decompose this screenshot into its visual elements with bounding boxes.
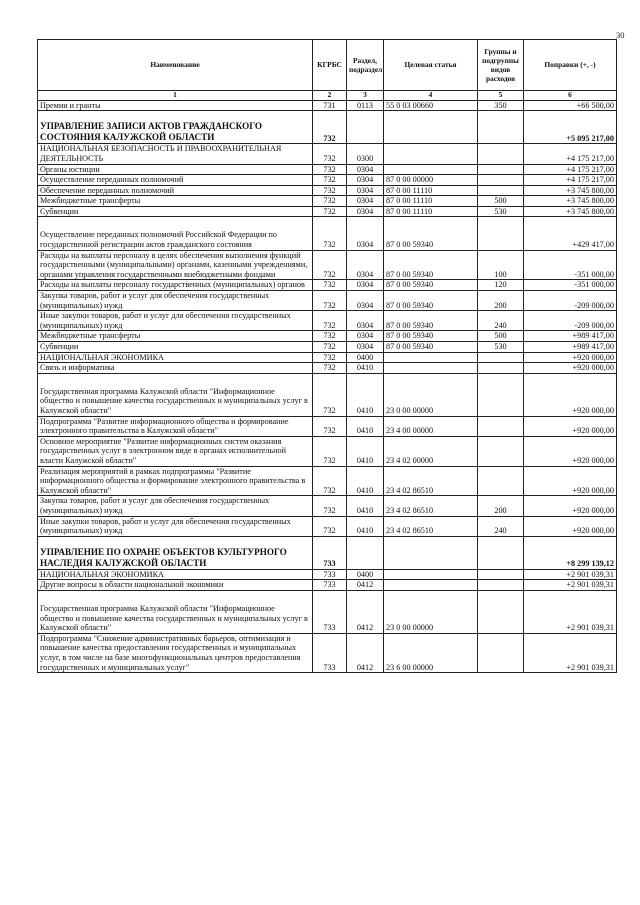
row-name: Межбюджетные трансферты <box>38 196 313 207</box>
row-amend: +920 000,00 <box>524 466 617 496</box>
row-target: 87 0 00 11110 <box>384 196 478 207</box>
table-row <box>38 206 617 217</box>
row-section: 0113 <box>347 100 384 111</box>
table-row <box>38 250 617 280</box>
row-amend: +4 175 217,00 <box>524 164 617 175</box>
row-kgrbs: 732 <box>313 436 347 466</box>
table-row <box>38 569 617 580</box>
table-row <box>38 280 617 291</box>
row-group: 500 <box>478 331 524 342</box>
row-amend: +2 901 039,31 <box>524 590 617 633</box>
table-row <box>38 185 617 196</box>
table-row <box>38 416 617 436</box>
column-number: 1 <box>38 91 313 101</box>
row-amend: +3 745 800,00 <box>524 206 617 217</box>
row-section: 0412 <box>347 580 384 591</box>
row-name: Государственная программа Калужской области "Информационное общество и повышение качества государственных и муниципальных услуг в Калужской области" <box>38 590 313 633</box>
row-section: 0304 <box>347 164 384 175</box>
row-group: 200 <box>478 496 524 516</box>
row-target <box>384 352 478 363</box>
table-body <box>38 100 617 672</box>
row-name: Иные закупки товаров, работ и услуг для обеспечения государственных (муниципальных) нужд <box>38 516 313 536</box>
row-amend: +4 175 217,00 <box>524 175 617 186</box>
row-target <box>384 164 478 175</box>
row-group: 200 <box>478 291 524 311</box>
row-name: НАЦИОНАЛЬНАЯ ЭКОНОМИКА <box>38 569 313 580</box>
row-name: Подпрограмма "Снижение административных барьеров, оптимизация и повышение качества предоставления государственных и муниципальных услуг, в том числе на базе многофункциональных центров предоставления государственных и муниципальных услуг" <box>38 633 313 672</box>
row-name: Иные закупки товаров, работ и услуг для обеспечения государственных (муниципальных) нужд <box>38 311 313 331</box>
row-amend: +429 417,00 <box>524 217 617 250</box>
row-group <box>478 352 524 363</box>
table-row <box>38 144 617 164</box>
column-number: 4 <box>384 91 478 101</box>
row-name: Межбюджетные трансферты <box>38 331 313 342</box>
row-section: 0410 <box>347 516 384 536</box>
header-section: Раздел, подраздел <box>347 40 384 91</box>
row-group: 100 <box>478 250 524 280</box>
table-row <box>38 164 617 175</box>
row-section: 0400 <box>347 352 384 363</box>
row-group <box>478 111 524 144</box>
row-group <box>478 569 524 580</box>
row-section: 0300 <box>347 144 384 164</box>
row-name: УПРАВЛЕНИЕ ЗАПИСИ АКТОВ ГРАЖДАНСКОГО СОСТОЯНИЯ КАЛУЖСКОЙ ОБЛАСТИ <box>38 111 313 144</box>
row-kgrbs: 732 <box>313 416 347 436</box>
row-group <box>478 633 524 672</box>
row-target: 87 0 00 59340 <box>384 331 478 342</box>
row-group: 120 <box>478 280 524 291</box>
row-amend: +920 000,00 <box>524 516 617 536</box>
column-number: 2 <box>313 91 347 101</box>
row-target: 23 4 02 86510 <box>384 466 478 496</box>
table-row <box>38 373 617 416</box>
table-row <box>38 352 617 363</box>
row-kgrbs: 733 <box>313 569 347 580</box>
row-name: Расходы на выплаты персоналу в целях обеспечения выполнения функций государственными (муниципальными) органами, казенными учреждениями, органами управления государственными внебюджетными фондами <box>38 250 313 280</box>
row-group: 530 <box>478 206 524 217</box>
row-name: Органы юстиции <box>38 164 313 175</box>
table-row <box>38 217 617 250</box>
row-name: Субвенции <box>38 342 313 353</box>
row-group <box>478 217 524 250</box>
row-target <box>384 580 478 591</box>
row-group <box>478 466 524 496</box>
row-group <box>478 580 524 591</box>
row-amend: +3 745 800,00 <box>524 185 617 196</box>
row-name: УПРАВЛЕНИЕ ПО ОХРАНЕ ОБЪЕКТОВ КУЛЬТУРНОГО НАСЛЕДИЯ КАЛУЖСКОЙ ОБЛАСТИ <box>38 536 313 569</box>
row-group <box>478 416 524 436</box>
row-amend: +989 417,00 <box>524 331 617 342</box>
page-number: 30 <box>616 30 625 40</box>
row-group <box>478 373 524 416</box>
table-row <box>38 291 617 311</box>
row-target: 23 4 02 86510 <box>384 496 478 516</box>
row-target: 23 0 00 00000 <box>384 590 478 633</box>
row-kgrbs: 732 <box>313 185 347 196</box>
row-kgrbs: 732 <box>313 352 347 363</box>
budget-amendments-table <box>37 39 617 673</box>
row-section: 0304 <box>347 217 384 250</box>
row-section: 0304 <box>347 185 384 196</box>
table-row <box>38 436 617 466</box>
row-amend: -351 000,00 <box>524 280 617 291</box>
row-section: 0304 <box>347 311 384 331</box>
row-section <box>347 536 384 569</box>
row-name: Закупка товаров, работ и услуг для обеспечения государственных (муниципальных) нужд <box>38 496 313 516</box>
row-amend: +8 299 139,12 <box>524 536 617 569</box>
row-target: 87 0 00 59340 <box>384 250 478 280</box>
row-name: Другие вопросы в области национальной экономики <box>38 580 313 591</box>
row-kgrbs: 733 <box>313 590 347 633</box>
table-row <box>38 100 617 111</box>
table-row <box>38 580 617 591</box>
row-target: 87 0 00 59340 <box>384 280 478 291</box>
row-amend: +3 745 800,00 <box>524 196 617 207</box>
row-name: Осуществление переданных полномочий Российской Федерации по государственной регистрации актов гражданского состояния <box>38 217 313 250</box>
row-group <box>478 363 524 374</box>
row-target <box>384 363 478 374</box>
row-group <box>478 436 524 466</box>
table-row <box>38 363 617 374</box>
row-section: 0304 <box>347 250 384 280</box>
row-kgrbs: 732 <box>313 144 347 164</box>
row-kgrbs: 732 <box>313 175 347 186</box>
row-section: 0412 <box>347 590 384 633</box>
row-group: 240 <box>478 311 524 331</box>
row-section: 0304 <box>347 175 384 186</box>
row-kgrbs: 732 <box>313 363 347 374</box>
row-kgrbs: 732 <box>313 496 347 516</box>
row-amend: +920 000,00 <box>524 436 617 466</box>
row-amend: +2 901 039,31 <box>524 569 617 580</box>
row-section: 0410 <box>347 466 384 496</box>
row-target <box>384 536 478 569</box>
row-kgrbs: 732 <box>313 280 347 291</box>
row-kgrbs: 732 <box>313 342 347 353</box>
row-section: 0400 <box>347 569 384 580</box>
row-group <box>478 590 524 633</box>
row-target <box>384 111 478 144</box>
row-target: 87 0 00 59340 <box>384 217 478 250</box>
row-name: Осуществление переданных полномочий <box>38 175 313 186</box>
table-row <box>38 466 617 496</box>
column-number: 6 <box>524 91 617 101</box>
row-section: 0304 <box>347 280 384 291</box>
department-row <box>38 111 617 144</box>
row-amend: +920 000,00 <box>524 352 617 363</box>
row-amend: -209 000,00 <box>524 311 617 331</box>
row-section: 0304 <box>347 331 384 342</box>
table-row <box>38 175 617 186</box>
row-group <box>478 144 524 164</box>
table-row <box>38 633 617 672</box>
column-number: 5 <box>478 91 524 101</box>
row-kgrbs: 733 <box>313 633 347 672</box>
row-kgrbs: 732 <box>313 291 347 311</box>
row-target: 23 4 02 00000 <box>384 436 478 466</box>
row-name: НАЦИОНАЛЬНАЯ БЕЗОПАСНОСТЬ И ПРАВООХРАНИТЕЛЬНАЯ ДЕЯТЕЛЬНОСТЬ <box>38 144 313 164</box>
table-row <box>38 331 617 342</box>
row-target: 87 0 00 11110 <box>384 206 478 217</box>
table-row <box>38 196 617 207</box>
row-group <box>478 185 524 196</box>
header-name: Наименование <box>38 40 313 91</box>
row-amend: +989 417,00 <box>524 342 617 353</box>
row-kgrbs: 733 <box>313 580 347 591</box>
row-kgrbs: 732 <box>313 516 347 536</box>
row-name: Закупка товаров, работ и услуг для обеспечения государственных (муниципальных) нужд <box>38 291 313 311</box>
row-kgrbs: 732 <box>313 250 347 280</box>
row-group: 350 <box>478 100 524 111</box>
row-section: 0410 <box>347 363 384 374</box>
header-kgrbs: КГРБС <box>313 40 347 91</box>
row-group <box>478 175 524 186</box>
row-target: 23 4 02 86510 <box>384 516 478 536</box>
row-name: Основное мероприятие "Развитие информационных систем оказания государственных услуг в электронном виде в органах исполнительной власти Калужской области" <box>38 436 313 466</box>
header-group: Группы и подгруппы видов расходов <box>478 40 524 91</box>
row-kgrbs: 732 <box>313 111 347 144</box>
row-target: 87 0 00 59340 <box>384 311 478 331</box>
row-amend: +66 500,00 <box>524 100 617 111</box>
row-target: 87 0 00 11110 <box>384 185 478 196</box>
row-kgrbs: 732 <box>313 217 347 250</box>
row-target: 23 6 00 00000 <box>384 633 478 672</box>
row-group: 240 <box>478 516 524 536</box>
row-target: 87 0 00 59340 <box>384 342 478 353</box>
row-section: 0304 <box>347 206 384 217</box>
row-name: Расходы на выплаты персоналу государственных (муниципальных) органов <box>38 280 313 291</box>
row-section: 0410 <box>347 416 384 436</box>
header-amend: Поправки (+, -) <box>524 40 617 91</box>
row-name: Связь и информатика <box>38 363 313 374</box>
row-group <box>478 536 524 569</box>
row-name: Государственная программа Калужской области "Информационное общество и повышение качества государственных и муниципальных услуг в Калужской области" <box>38 373 313 416</box>
row-name: Реализация мероприятий в рамках подпрограммы "Развитие информационного общества и формирование электронного правительства в Калужской области" <box>38 466 313 496</box>
row-section: 0304 <box>347 342 384 353</box>
row-section: 0410 <box>347 436 384 466</box>
row-kgrbs: 732 <box>313 196 347 207</box>
row-kgrbs: 732 <box>313 311 347 331</box>
row-kgrbs: 733 <box>313 536 347 569</box>
table-row <box>38 311 617 331</box>
row-amend: +2 901 039,31 <box>524 580 617 591</box>
table-row <box>38 590 617 633</box>
row-name: Обеспечение переданных полномочий <box>38 185 313 196</box>
row-kgrbs: 732 <box>313 466 347 496</box>
row-target <box>384 569 478 580</box>
row-target: 23 0 00 00000 <box>384 373 478 416</box>
table-row <box>38 342 617 353</box>
row-section: 0304 <box>347 196 384 207</box>
row-section: 0410 <box>347 373 384 416</box>
table-row <box>38 496 617 516</box>
header-target: Целевая статья <box>384 40 478 91</box>
row-section: 0410 <box>347 496 384 516</box>
row-amend: +920 000,00 <box>524 373 617 416</box>
row-target: 55 0 03 00660 <box>384 100 478 111</box>
row-amend: +920 000,00 <box>524 496 617 516</box>
row-section: 0412 <box>347 633 384 672</box>
row-kgrbs: 732 <box>313 206 347 217</box>
row-target: 87 0 00 00000 <box>384 175 478 186</box>
row-amend: -351 000,00 <box>524 250 617 280</box>
row-kgrbs: 732 <box>313 373 347 416</box>
row-amend: +2 901 039,31 <box>524 633 617 672</box>
row-amend: +920 000,00 <box>524 363 617 374</box>
row-name: Премии и гранты <box>38 100 313 111</box>
row-kgrbs: 732 <box>313 164 347 175</box>
row-section <box>347 111 384 144</box>
row-name: Подпрограмма "Развитие информационного общества и формирование электронного правительства в Калужской области" <box>38 416 313 436</box>
row-kgrbs: 732 <box>313 331 347 342</box>
row-target: 23 4 00 00000 <box>384 416 478 436</box>
row-group: 530 <box>478 342 524 353</box>
row-target: 87 0 00 59340 <box>384 291 478 311</box>
row-amend: +920 000,00 <box>524 416 617 436</box>
department-row <box>38 536 617 569</box>
row-amend: +4 175 217,00 <box>524 144 617 164</box>
row-section: 0304 <box>347 291 384 311</box>
row-group: 500 <box>478 196 524 207</box>
row-group <box>478 164 524 175</box>
row-kgrbs: 731 <box>313 100 347 111</box>
row-amend: +5 095 217,00 <box>524 111 617 144</box>
row-amend: -209 000,00 <box>524 291 617 311</box>
row-name: Субвенции <box>38 206 313 217</box>
table-row <box>38 516 617 536</box>
column-number: 3 <box>347 91 384 101</box>
row-target <box>384 144 478 164</box>
row-name: НАЦИОНАЛЬНАЯ ЭКОНОМИКА <box>38 352 313 363</box>
